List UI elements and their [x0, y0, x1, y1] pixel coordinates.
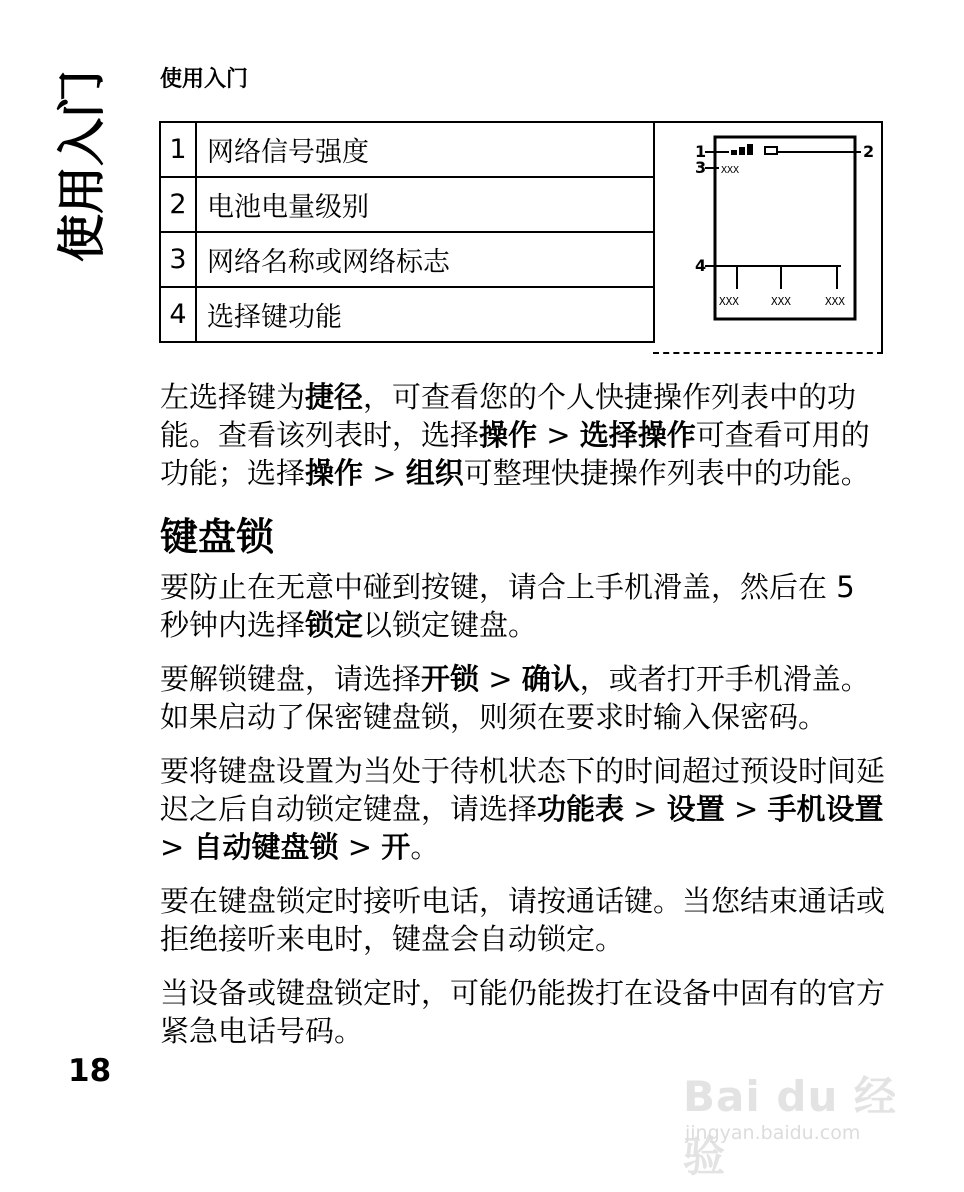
paragraph-unlock: 要解锁键盘，请选择开锁 > 确认，或者打开手机滑盖。如果启动了保密键盘锁，则须在要求时输入保密码。: [160, 662, 870, 734]
legend-number: 4: [160, 287, 196, 342]
legend-label: 电池电量级别: [196, 177, 654, 232]
legend-row: [160, 122, 654, 177]
watermark-url: jingyan.baidu.com: [685, 1122, 861, 1144]
legend-row: [160, 232, 654, 287]
callout-1: 1: [695, 142, 707, 161]
paragraph-answer-call: 要在键盘锁定时接听电话，请按通话键。当您结束通话或拒绝接听来电时，键盘会自动锁定。: [160, 884, 886, 956]
body-content: [160, 378, 886, 1066]
legend-label: 网络信号强度: [196, 122, 654, 177]
watermark-brand: Bai du 经验: [683, 1072, 897, 1181]
soft-key-middle-label: XXX: [771, 295, 791, 308]
battery-icon: [765, 147, 777, 154]
signal-bar-icon: [731, 150, 737, 155]
side-title: [52, 62, 112, 262]
paragraph-emergency: 当设备或键盘锁定时，可能仍能拨打在设备中固有的官方紧急电话号码。: [160, 976, 886, 1048]
running-head: 使用入门: [160, 67, 249, 92]
display-diagram: [653, 121, 883, 354]
legend-row: [160, 287, 654, 342]
callout-3: 3: [695, 158, 707, 177]
legend-table: [159, 121, 655, 343]
soft-key-right-label: XXX: [825, 295, 845, 308]
signal-bar-icon: [739, 147, 745, 155]
legend-number: 3: [160, 232, 196, 287]
watermark: [683, 1044, 913, 1181]
legend-label: 网络名称或网络标志: [196, 232, 654, 287]
callout-2: 2: [863, 142, 875, 161]
paragraph-auto-lock: 要将键盘设置为当处于待机状态下的时间超过预设时间延迟之后自动锁定键盘，请选择功能表 > 设置 > 手机设置 > 自动键盘锁 > 开。: [160, 754, 886, 864]
page-number: 18: [68, 1053, 112, 1089]
callout-4: 4: [695, 256, 707, 275]
legend-number: 2: [160, 177, 196, 232]
display-diagram-svg: [653, 123, 881, 354]
legend-row: [160, 177, 654, 232]
soft-key-left-label: XXX: [719, 295, 739, 308]
section-heading: 键盘锁: [160, 515, 275, 559]
legend-label: 选择键功能: [196, 287, 654, 342]
paragraph-lock: 要防止在无意中碰到按键，请合上手机滑盖，然后在 5 秒钟内选择锁定以锁定键盘。: [160, 570, 855, 642]
signal-bar-icon: [747, 144, 753, 155]
legend-number: 1: [160, 122, 196, 177]
intro-paragraph: 左选择键为捷径，可查看您的个人快捷操作列表中的功能。查看该列表时，选择操作 > 选择操作可查看可用的功能；选择操作 > 组织可整理快捷操作列表中的功能。: [160, 380, 870, 490]
side-title-text: 使用入门: [54, 69, 110, 262]
network-name-placeholder: XXX: [721, 165, 740, 176]
